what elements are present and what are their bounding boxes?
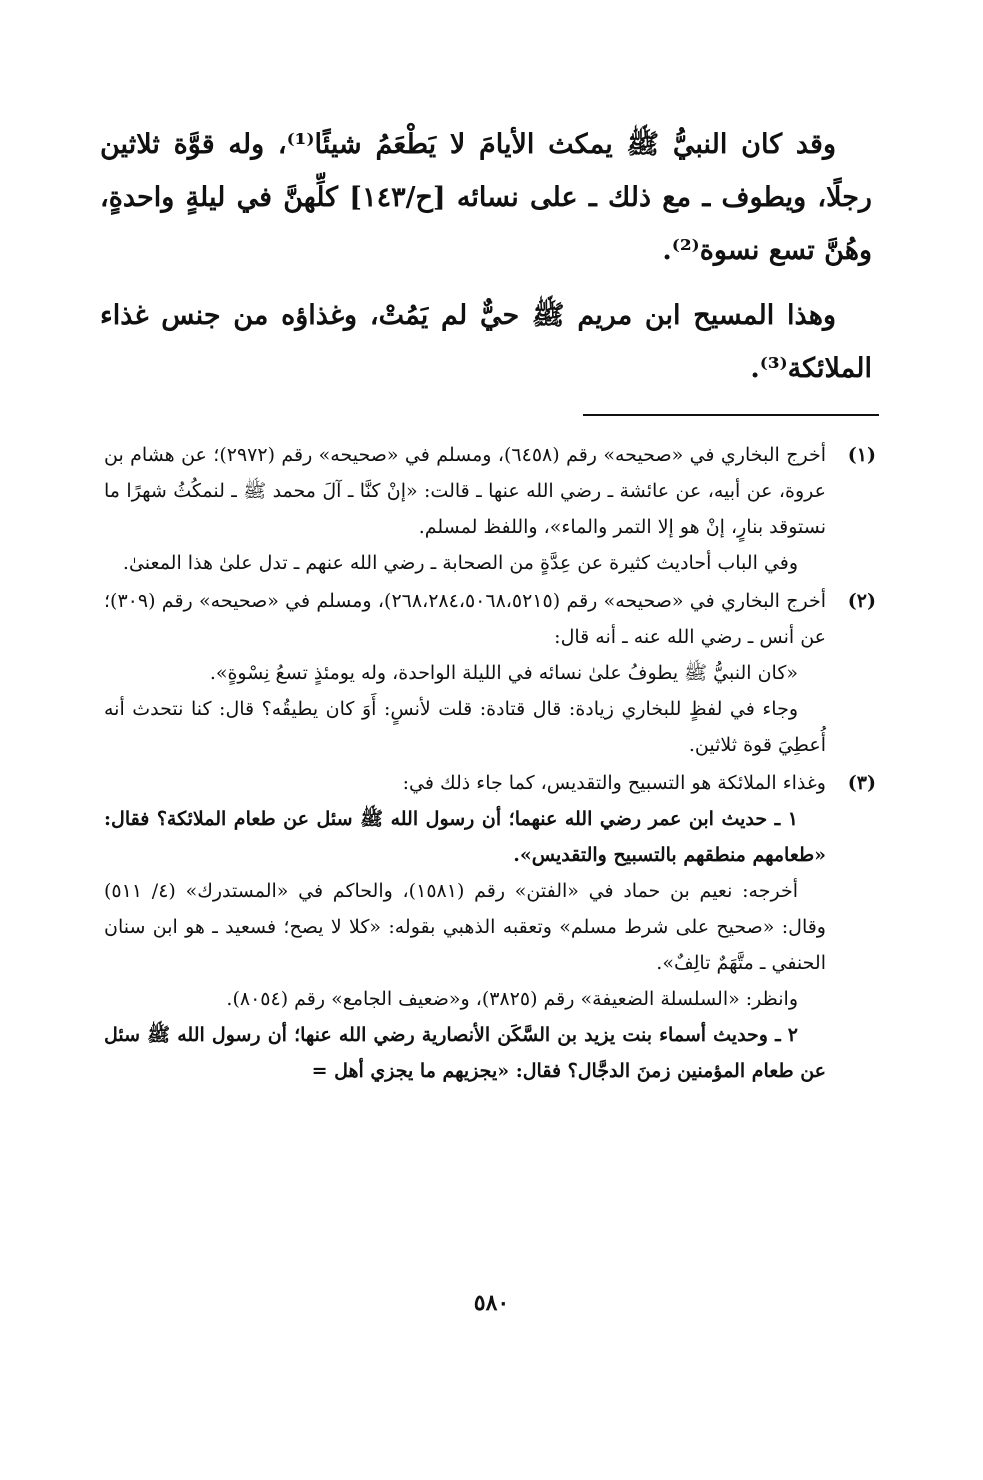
footnote-paragraph: أخرجه: نعيم بن حماد في «الفتن» رقم (١٥٨١)، والحاكم في «المستدرك» (٤/ ٥١١) وقال: «صحيح على شرط مسلم» وتعقبه الذهبي بقوله: «كلا لا يصح؛ فسعيد ـ هو ابن سنان الحنفي ـ متَّهَمٌ تالِفٌ». — [104, 880, 826, 974]
footnote-paragraph: وفي الباب أحاديث كثيرة عن عِدَّةٍ من الصحابة ـ رضي الله عنهم ـ تدل علىٰ هذا المعنىٰ. — [122, 552, 798, 574]
footnote-paragraph: ١ ـ حديث ابن عمر رضي الله عنهما؛ أن رسول الله ﷺ سئل عن طعام الملائكة؟ فقال: «طعامهم منطقهم بالتسبيح والتقديس». — [104, 808, 826, 866]
footnote-paragraph: أخرج البخاري في «صحيحه» رقم (٢٦٨،٢٨٤،٥٠٦٨،٥٢١٥)، ومسلم في «صحيحه» رقم (٣٠٩)؛ عن أنس ـ رضي الله عنه ـ أنه قال: — [104, 590, 826, 648]
footnote-paragraph: «كان النبيُّ ﷺ يطوفُ علىٰ نسائه في الليلة الواحدة، وله يومئذٍ تسعُ نِسْوةٍ». — [209, 662, 798, 684]
footnote-2 — [104, 583, 876, 763]
footnote-number: (٣) — [847, 772, 876, 794]
footnote-3 — [104, 765, 876, 1089]
footnote-paragraph: وجاء في لفظٍ للبخاري زيادة: قال قتادة: قلت لأنسٍ: أَوَ كان يطيقُه؟ قال: كنا نتحدث أنه أُعطِيَ قوة ثلاثين. — [104, 698, 826, 756]
footnote-separator — [583, 414, 879, 416]
footnote-paragraph: أخرج البخاري في «صحيحه» رقم (٦٤٥٨)، ومسلم في «صحيحه» رقم (٢٩٧٢)؛ عن هشام بن عروة، عن أبيه، عن عائشة ـ رضي الله عنها ـ قالت: «إنْ كنَّا ـ آلَ محمد ﷺ ـ لنمكُثُ شهرًا ما نستوقد بنارٍ، إنْ هو إلا التمر والماء»، واللفظ لمسلم. — [104, 444, 826, 538]
main-paragraph-2: وهذا المسيح ابن مريم ﷺ حيٌّ لم يَمُتْ، وغذاؤه من جنس غذاء الملائكة⁽³⁾. — [100, 300, 872, 384]
footnote-paragraph: ٢ ـ وحديث أسماء بنت يزيد بن السَّكَن الأنصارية رضي الله عنها؛ أن رسول الله ﷺ سئل عن طعام المؤمنين زمنَ الدجَّال؟ فقال: «يجزيهم ما يجزي أهل = — [104, 1024, 826, 1082]
footnote-1 — [104, 437, 876, 581]
footnote-number: (١) — [847, 444, 876, 466]
main-text — [100, 118, 872, 395]
footnote-paragraph: وانظر: «السلسلة الضعيفة» رقم (٣٨٢٥)، و«ضعيف الجامع» رقم (٨٠٥٤). — [226, 988, 798, 1010]
footnote-paragraph: وغذاء الملائكة هو التسبيح والتقديس، كما جاء ذلك في: — [402, 772, 826, 794]
footnotes — [104, 437, 876, 1091]
main-paragraph-1: وقد كان النبيُّ ﷺ يمكث الأيامَ لا يَطْعَمُ شيئًا⁽¹⁾، وله قوَّة ثلاثين رجلًا، ويطوف ـ مع ذلك ـ على نسائه [ح/١٤٣] كلِّهنَّ في ليلةٍ واحدةٍ، وهُنَّ تسع نسوة⁽²⁾. — [100, 129, 872, 266]
page-number: ٥٨٠ — [473, 1290, 510, 1316]
footnote-number: (٢) — [847, 590, 876, 612]
